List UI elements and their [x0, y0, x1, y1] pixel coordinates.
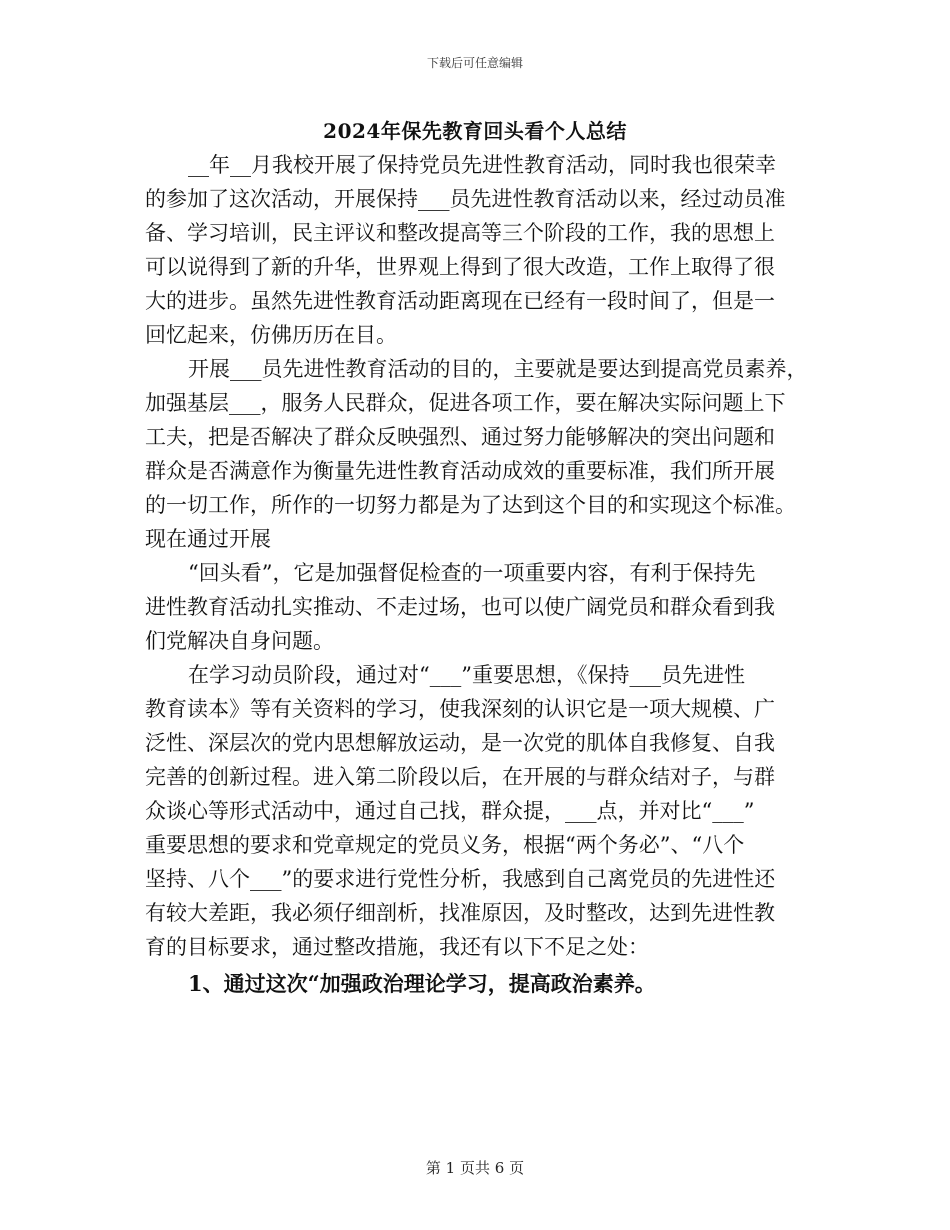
paragraph-line: 群众是否满意作为衡量先进性教育活动成效的重要标准，我们所开展 [145, 459, 775, 483]
paragraph-line: 众谈心等形式活动中，通过自己找，群众提，___点，并对比“___” [145, 799, 755, 823]
paragraph-line: 完善的创新过程。进入第二阶段以后，在开展的与群众结对子，与群 [145, 765, 775, 789]
document-title: 2024年保先教育回头看个人总结 [323, 119, 627, 143]
paragraph-line: 在学习动员阶段，通过对“___”重要思想，《保持___员先进性 [188, 663, 745, 687]
paragraph-line: 现在通过开展 [145, 527, 271, 551]
paragraph-line: 可以说得到了新的升华，世界观上得到了很大改造，工作上取得了很 [145, 255, 775, 279]
paragraph-line: 有较大差距，我必须仔细剖析，找准原因，及时整改，达到先进性教 [145, 901, 775, 925]
paragraph-line: 备、学习培训，民主评议和整改提高等三个阶段的工作，我的思想上 [145, 221, 775, 245]
paragraph-line: “回头看”，它是加强督促检查的一项重要内容，有利于保持先 [188, 561, 756, 585]
paragraph-line: __年__月我校开展了保持党员先进性教育活动，同时我也很荣幸 [188, 153, 776, 177]
paragraph-line: 的一切工作，所作的一切努力都是为了达到这个目的和实现这个标准。 [145, 493, 796, 517]
paragraph-line: 大的进步。虽然先进性教育活动距离现在已经有一段时间了，但是一 [145, 289, 775, 313]
header-note: 下载后可任意编辑 [426, 56, 523, 70]
paragraph-line: 回忆起来，仿佛历历在目。 [145, 323, 397, 347]
document-body [145, 148, 808, 1004]
paragraph-line: 育的目标要求，通过整改措施，我还有以下不足之处： [145, 935, 649, 959]
section-heading: 1、通过这次“加强政治理论学习，提高政治素养。 [188, 971, 656, 996]
paragraph-line: 坚持、八个___”的要求进行党性分析，我感到自己离党员的先进性还 [145, 867, 776, 891]
paragraph-line: 泛性、深层次的党内思想解放运动，是一次党的肌体自我修复、自我 [145, 731, 775, 755]
paragraph-line: 进性教育活动扎实推动、不走过场，也可以使广阔党员和群众看到我 [145, 595, 775, 619]
paragraph-line: 们党解决自身问题。 [145, 629, 334, 653]
paragraph-line: 的参加了这次活动，开展保持___员先进性教育活动以来，经过动员准 [145, 187, 786, 211]
paragraph-line: 开展___员先进性教育活动的目的，主要就是要达到提高党员素养， [188, 357, 808, 381]
paragraph-line: 重要思想的要求和党章规定的党员义务，根据“两个务必”、“八个 [145, 833, 745, 857]
page-number: 第 1 页共 6 页 [425, 1159, 525, 1177]
paragraph-line: 工夫，把是否解决了群众反映强烈、通过努力能够解决的突出问题和 [145, 425, 775, 449]
paragraph-line: 教育读本》等有关资料的学习，使我深刻的认识它是一项大规模、广 [145, 697, 775, 721]
paragraph-line: 加强基层___，服务人民群众，促进各项工作，要在解决实际问题上下 [145, 391, 786, 415]
